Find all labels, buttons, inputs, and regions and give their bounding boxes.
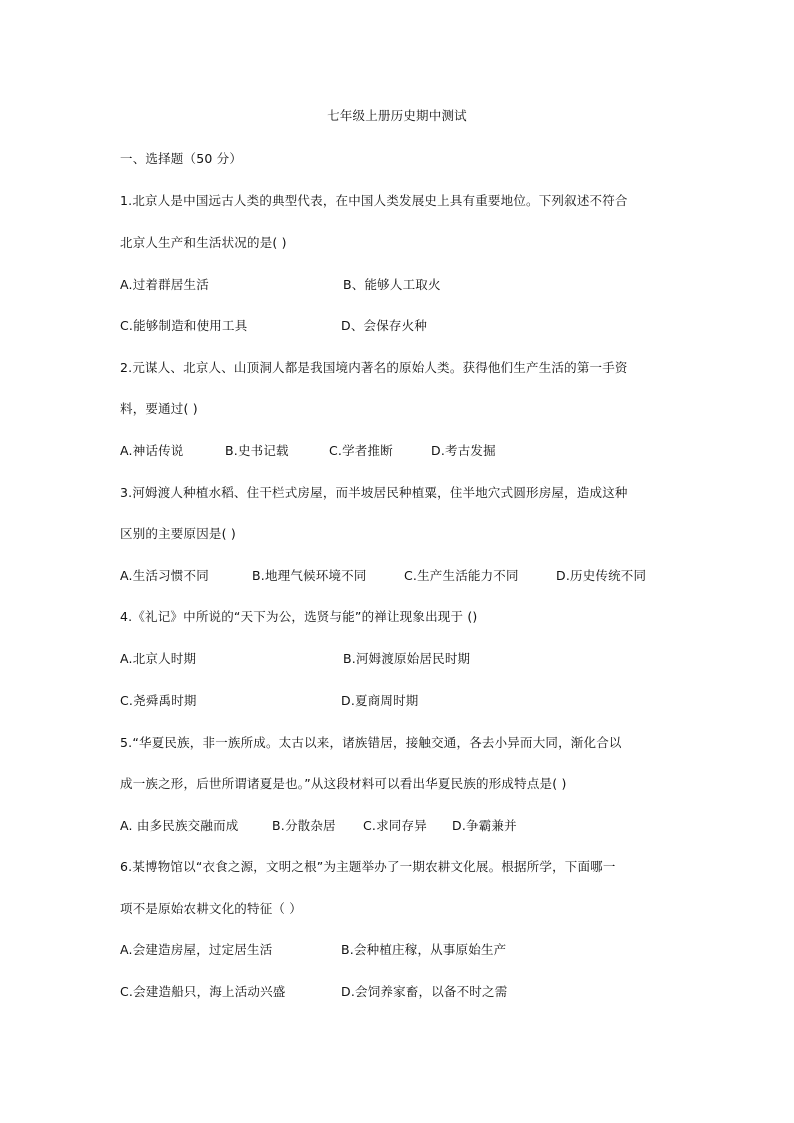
question-2-option-c: C.学者推断 — [329, 443, 393, 458]
question-2-stem-line-1: 2.元谋人、北京人、山顶洞人都是我国境内著名的原始人类。获得他们生产生活的第一手资 — [120, 360, 628, 375]
question-2-option-a: A.神话传说 — [120, 443, 184, 458]
question-6-option-b: B.会种植庄稼，从事原始生产 — [341, 942, 507, 957]
question-1-stem-line-2: 北京人生产和生活状况的是( ) — [120, 235, 287, 250]
section-heading: 一、选择题（50 分） — [120, 151, 243, 166]
question-3-option-c: C.生产生活能力不同 — [404, 568, 519, 583]
question-4-option-b: B.河姆渡原始居民时期 — [343, 651, 471, 666]
question-3-option-d: D.历史传统不同 — [556, 568, 647, 583]
question-3-option-a: A.生活习惯不同 — [120, 568, 209, 583]
question-5-stem-line-1: 5.“华夏民族，非一族所成。太古以来，诸族错居，接触交通，各去小异而大同，渐化合以 — [120, 735, 622, 750]
question-3-stem-line-1: 3.河姆渡人种植水稻、住干栏式房屋，而半坡居民种植粟，住半地穴式圆形房屋，造成这种 — [120, 485, 628, 500]
question-1-option-c: C.能够制造和使用工具 — [120, 318, 248, 333]
question-2-stem-line-2: 料，要通过( ) — [120, 401, 198, 416]
question-6-stem-line-1: 6.某博物馆以“衣食之源，文明之根”为主题举办了一期农耕文化展。根据所学，下面哪一 — [120, 859, 616, 874]
question-5-option-a: A. 由多民族交融而成 — [120, 818, 239, 833]
question-6-option-a: A.会建造房屋，过定居生活 — [120, 942, 273, 957]
question-1-option-a: A.过着群居生活 — [120, 277, 209, 292]
question-5-option-b: B.分散杂居 — [272, 818, 336, 833]
question-1-option-b: B、能够人工取火 — [343, 277, 441, 292]
question-1-option-d: D、会保存火种 — [341, 318, 428, 333]
question-4-option-d: D.夏商周时期 — [341, 693, 419, 708]
question-2-option-d: D.考古发掘 — [431, 443, 496, 458]
question-4-option-c: C.尧舜禹时期 — [120, 693, 197, 708]
question-3-stem-line-2: 区别的主要原因是( ) — [120, 526, 236, 541]
question-6-option-d: D.会饲养家畜，以备不时之需 — [341, 984, 508, 999]
question-6-option-c: C.会建造船只，海上活动兴盛 — [120, 984, 286, 999]
question-3-option-b: B.地理气候环境不同 — [252, 568, 367, 583]
question-4-option-a: A.北京人时期 — [120, 651, 197, 666]
question-5-option-c: C.求同存异 — [363, 818, 427, 833]
page-title: 七年级上册历史期中测试 — [327, 108, 467, 123]
question-1-stem-line-1: 1.北京人是中国远古人类的典型代表，在中国人类发展史上具有重要地位。下列叙述不符合 — [120, 193, 628, 208]
question-5-stem-line-2: 成一族之形，后世所谓诸夏是也。”从这段材料可以看出华夏民族的形成特点是( ) — [120, 776, 567, 791]
question-5-option-d: D.争霸兼并 — [452, 818, 517, 833]
question-2-option-b: B.史书记载 — [225, 443, 289, 458]
question-4-stem: 4.《礼记》中所说的“天下为公，选贤与能”的禅让现象出现于 () — [120, 609, 478, 624]
question-6-stem-line-2: 项不是原始农耕文化的特征（ ） — [120, 901, 302, 916]
